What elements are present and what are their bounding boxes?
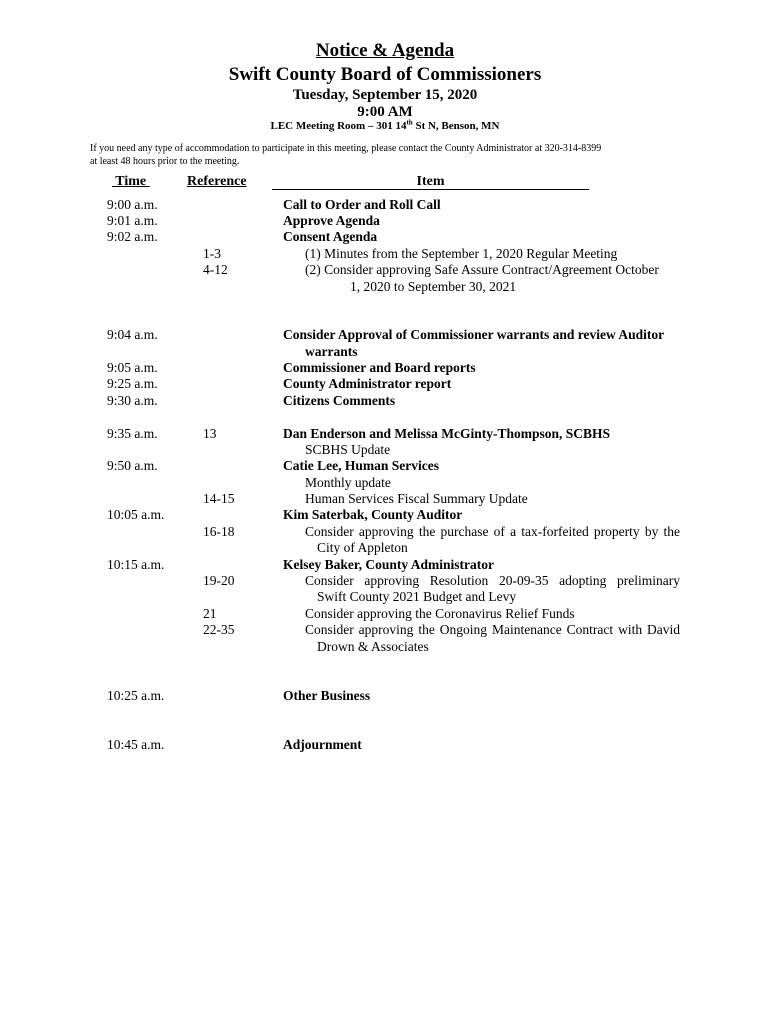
time-0925: 9:25 a.m.: [107, 376, 158, 391]
board-name: Swift County Board of Commissioners: [228, 64, 542, 85]
column-header-item-underline: [272, 189, 589, 190]
notice-line-2: at least 48 hours prior to the meeting.: [90, 156, 240, 167]
item-budget-resolution: Consider approving Resolution 20-09-35 adopting preliminary: [305, 573, 680, 588]
item-consent-safe-assure: (2) Consider approving Safe Assure Contract/Agreement October: [305, 262, 659, 277]
item-warrants: Consider Approval of Commissioner warrants and review Auditor: [283, 327, 665, 342]
reference-19-20: 19-20: [203, 573, 235, 588]
reference-22-35: 22-35: [203, 622, 235, 637]
item-adjournment: Adjournment: [283, 737, 362, 752]
item-maintenance-contract: Consider approving the Ongoing Maintenance Contract with David: [305, 622, 680, 637]
item-other-business: Other Business: [283, 688, 371, 703]
item-tax-forfeited-property: Consider approving the purchase of a tax-forfeited property by the: [305, 524, 680, 539]
item-consent-safe-assure-cont: 1, 2020 to September 30, 2021: [350, 279, 517, 294]
time-0935: 9:35 a.m.: [107, 426, 158, 441]
column-header-time: Time: [112, 174, 150, 189]
time-1045: 10:45 a.m.: [107, 737, 165, 752]
time-0950: 9:50 a.m.: [107, 458, 158, 473]
time-0905: 9:05 a.m.: [107, 360, 158, 375]
column-header-item: Item: [416, 174, 445, 189]
meeting-location: [0, 120, 770, 132]
item-warrants-cont: warrants: [305, 344, 358, 359]
item-board-reports: Commissioner and Board reports: [283, 360, 476, 375]
item-citizens-comments: Citizens Comments: [283, 393, 396, 408]
item-consent-minutes: (1) Minutes from the September 1, 2020 Regular Meeting: [305, 246, 618, 261]
item-scbhs-update: SCBHS Update: [305, 442, 391, 457]
reference-21: 21: [203, 606, 217, 621]
reference-1-3: 1-3: [203, 246, 221, 261]
time-0902: 9:02 a.m.: [107, 229, 158, 244]
time-1015: 10:15 a.m.: [107, 557, 165, 572]
time-1005: 10:05 a.m.: [107, 507, 165, 522]
item-admin-report: County Administrator report: [283, 376, 452, 391]
reference-4-12: 4-12: [203, 262, 228, 277]
item-maintenance-contract-cont: Drown & Associates: [317, 639, 429, 654]
item-hs-fiscal-update: Human Services Fiscal Summary Update: [305, 491, 528, 506]
item-budget-resolution-cont: Swift County 2021 Budget and Levy: [317, 589, 517, 604]
time-0930: 9:30 a.m.: [107, 393, 158, 408]
item-human-services: Catie Lee, Human Services: [283, 458, 439, 473]
reference-13: 13: [203, 426, 217, 441]
item-scbhs-presenters: Dan Enderson and Melissa McGinty-Thompson, SCBHS: [283, 426, 611, 441]
item-coronavirus-relief: Consider approving the Coronavirus Relief Funds: [305, 606, 575, 621]
reference-14-15: 14-15: [203, 491, 235, 506]
meeting-date: Tuesday, September 15, 2020: [292, 87, 478, 103]
agenda-title: Notice & Agenda: [315, 40, 455, 61]
item-county-auditor: Kim Saterbak, County Auditor: [283, 507, 463, 522]
time-0904: 9:04 a.m.: [107, 327, 158, 342]
meeting-time: 9:00 AM: [357, 104, 413, 120]
time-0900: 9:00 a.m.: [107, 197, 158, 212]
location-superscript: th: [406, 118, 413, 127]
accommodation-notice: [90, 142, 690, 168]
item-consent-agenda: Consent Agenda: [283, 229, 378, 244]
item-call-to-order: Call to Order and Roll Call: [283, 197, 441, 212]
location-suffix: St N, Benson, MN: [412, 120, 500, 132]
time-0901: 9:01 a.m.: [107, 213, 158, 228]
location-prefix: LEC Meeting Room – 301 14: [270, 120, 407, 132]
item-hs-monthly-update: Monthly update: [305, 475, 391, 490]
time-1025: 10:25 a.m.: [107, 688, 165, 703]
notice-line-1: If you need any type of accommodation to participate in this meeting, please contact the County Administrator at 320-314-8399: [90, 143, 602, 154]
column-header-reference: Reference: [187, 174, 247, 189]
item-tax-forfeited-property-cont: City of Appleton: [317, 540, 408, 555]
reference-16-18: 16-18: [203, 524, 235, 539]
item-county-administrator: Kelsey Baker, County Administrator: [283, 557, 495, 572]
item-approve-agenda: Approve Agenda: [283, 213, 380, 228]
